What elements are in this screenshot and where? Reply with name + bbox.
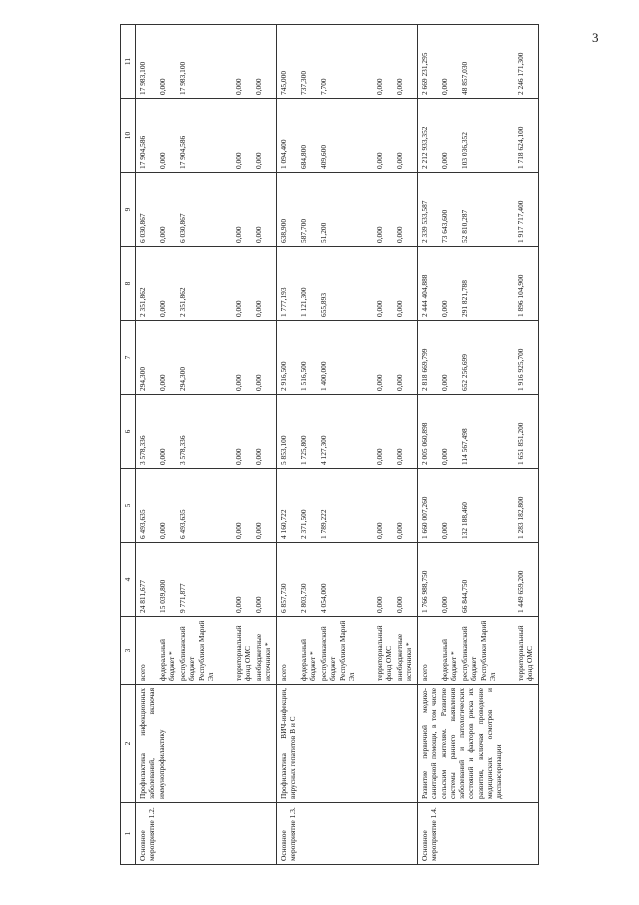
value: 17 983,100 (178, 61, 187, 95)
value: 0,000 (440, 300, 449, 317)
value: 2 212 933,352 (420, 126, 429, 169)
value-cell (418, 469, 539, 543)
value: 1 283 182,800 (516, 496, 525, 539)
value-cell (136, 395, 277, 469)
value: 9 771,877 (178, 583, 187, 613)
value: 17 983,100 (138, 61, 147, 95)
measure-cell: Основное мероприятие 1.4. (418, 803, 539, 865)
value: 7,700 (319, 78, 328, 95)
description-cell: Профилактика ВИЧ-инфекции, вирусных гепатитов В и С (277, 685, 418, 803)
header-cell: 6 (121, 395, 136, 469)
value: 6 030,867 (138, 213, 147, 243)
value-cell (136, 321, 277, 395)
sources-cell (136, 617, 277, 685)
value: 4 054,000 (319, 583, 328, 613)
value: 1 400,000 (319, 361, 328, 391)
value: 294,300 (138, 366, 147, 391)
value: 0,000 (158, 374, 167, 391)
description-cell: Развитие первичной медико-санитарной помощи, в том числе сельским жителям. Развитие системы раннего выявления заболеваний и патологических состояний и факторов риска их развития, включая проведение медицинских осмотров и диспансеризации (418, 685, 539, 803)
description-cell: Профилактика инфекционных заболеваний, включая иммунопрофилактику (136, 685, 277, 803)
value: 1 917 717,400 (516, 200, 525, 243)
value: 1 094,400 (279, 139, 288, 169)
value: 2 916,500 (279, 361, 288, 391)
value: 1 516,500 (299, 361, 308, 391)
page-number: 3 (592, 30, 599, 45)
value: 73 643,600 (440, 209, 449, 243)
header-cell: 8 (121, 247, 136, 321)
value: 0,000 (440, 448, 449, 465)
value: 0,000 (375, 152, 384, 169)
value-cell (136, 543, 277, 617)
value: 3 578,336 (178, 435, 187, 465)
value: 6 493,635 (178, 509, 187, 539)
value: 1 660 007,260 (420, 496, 429, 539)
value: 0,000 (395, 596, 404, 613)
header-cell: 3 (121, 617, 136, 685)
value: 0,000 (234, 300, 243, 317)
value: 1 766 988,750 (420, 570, 429, 613)
value: 4 127,300 (319, 435, 328, 465)
header-cell: 5 (121, 469, 136, 543)
value-cell (418, 99, 539, 173)
value: 6 493,635 (138, 509, 147, 539)
value: 1 718 624,100 (516, 126, 525, 169)
value-cell (418, 395, 539, 469)
value: 1 916 925,700 (516, 348, 525, 391)
header-cell: 7 (121, 321, 136, 395)
value: 1 896 104,900 (516, 274, 525, 317)
value: 0,000 (395, 448, 404, 465)
value: 2 371,500 (299, 509, 308, 539)
value: 48 857,030 (460, 61, 469, 95)
value: 0,000 (254, 374, 263, 391)
measure-cell: Основное мероприятие 1.3. (277, 803, 418, 865)
value: 0,000 (375, 78, 384, 95)
value: 132 188,460 (460, 502, 469, 539)
value: 0,000 (375, 300, 384, 317)
value: 1 725,800 (299, 435, 308, 465)
value-cell (418, 173, 539, 247)
value: 0,000 (440, 78, 449, 95)
value-cell (277, 395, 418, 469)
value: 0,000 (254, 522, 263, 539)
value: 3 578,336 (138, 435, 147, 465)
value: 2 803,730 (299, 583, 308, 613)
value: 0,000 (395, 152, 404, 169)
value: 17 904,586 (178, 135, 187, 169)
value: 0,000 (234, 596, 243, 613)
value: 2 818 669,799 (420, 348, 429, 391)
value: 52 810,287 (460, 209, 469, 243)
table-row (418, 25, 539, 865)
value: 0,000 (158, 152, 167, 169)
source-label: республиканский бюджет Республики Марий Эл (319, 620, 356, 681)
value: 15 039,800 (158, 579, 167, 613)
value-cell (277, 173, 418, 247)
value: 51,200 (319, 222, 328, 243)
source-label: всего (138, 664, 147, 681)
value: 652 256,699 (460, 354, 469, 391)
value: 24 811,677 (138, 580, 147, 613)
source-label: внебюджетные источники * (395, 633, 414, 681)
value: 655,893 (319, 292, 328, 317)
value-cell (277, 99, 418, 173)
rotated-table-container (120, 25, 620, 865)
value: 0,000 (234, 226, 243, 243)
value-cell (418, 321, 539, 395)
value-cell (418, 25, 539, 99)
header-cell: 11 (121, 25, 136, 99)
value: 0,000 (234, 78, 243, 95)
value-cell (277, 543, 418, 617)
value: 737,300 (299, 70, 308, 95)
value: 1 777,193 (279, 287, 288, 317)
value-cell (136, 247, 277, 321)
value: 0,000 (234, 374, 243, 391)
value: 0,000 (254, 226, 263, 243)
source-label: федеральный бюджет * (299, 639, 318, 681)
value: 2 351,862 (178, 287, 187, 317)
value: 0,000 (158, 226, 167, 243)
value-cell (277, 469, 418, 543)
source-label: федеральный бюджет * (440, 639, 459, 681)
budget-table (120, 24, 539, 865)
value: 4 160,722 (279, 509, 288, 539)
value: 0,000 (375, 226, 384, 243)
value: 6 857,730 (279, 583, 288, 613)
value: 294,300 (178, 366, 187, 391)
source-label: территориальный фонд ОМС (516, 625, 535, 681)
value-cell (136, 173, 277, 247)
source-label: внебюджетные источники * (254, 633, 273, 681)
value: 684,800 (299, 144, 308, 169)
value: 0,000 (440, 374, 449, 391)
value: 409,600 (319, 144, 328, 169)
value: 1 121,300 (299, 287, 308, 317)
value: 5 853,100 (279, 435, 288, 465)
value: 0,000 (375, 522, 384, 539)
value: 0,000 (375, 448, 384, 465)
value: 0,000 (158, 300, 167, 317)
value: 587,700 (299, 218, 308, 243)
value: 0,000 (395, 522, 404, 539)
table-row (136, 25, 277, 865)
value: 103 036,352 (460, 132, 469, 169)
value: 638,900 (279, 218, 288, 243)
value: 17 904,586 (138, 135, 147, 169)
value: 0,000 (234, 448, 243, 465)
sources-cell (277, 617, 418, 685)
value: 0,000 (254, 78, 263, 95)
value: 0,000 (395, 226, 404, 243)
value-cell (136, 469, 277, 543)
value: 6 030,867 (178, 213, 187, 243)
header-cell: 2 (121, 685, 136, 803)
table-row (277, 25, 418, 865)
value: 2 444 404,888 (420, 274, 429, 317)
value: 1 651 851,200 (516, 422, 525, 465)
value: 1 789,222 (319, 509, 328, 539)
source-label: федеральный бюджет * (158, 639, 177, 681)
header-cell: 9 (121, 173, 136, 247)
value: 745,000 (279, 70, 288, 95)
value-cell (418, 247, 539, 321)
source-label: территориальный фонд ОМС (234, 625, 253, 681)
value: 0,000 (158, 78, 167, 95)
value: 0,000 (234, 152, 243, 169)
value: 0,000 (254, 448, 263, 465)
source-label: республиканский бюджет Республики Марий Эл (178, 620, 215, 681)
measure-cell: Основное мероприятие 1.2. (136, 803, 277, 865)
value-cell (136, 99, 277, 173)
value-cell (277, 25, 418, 99)
value: 0,000 (158, 448, 167, 465)
value: 0,000 (254, 596, 263, 613)
value: 0,000 (158, 522, 167, 539)
value: 291 821,788 (460, 280, 469, 317)
value-cell (136, 25, 277, 99)
value: 0,000 (440, 522, 449, 539)
sources-cell (418, 617, 539, 685)
source-label: всего (279, 664, 288, 681)
value: 1 449 659,200 (516, 570, 525, 613)
value: 2 351,862 (138, 287, 147, 317)
header-cell: 1 (121, 803, 136, 865)
value: 2 669 231,295 (420, 52, 429, 95)
value: 0,000 (395, 300, 404, 317)
source-label: всего (420, 664, 429, 681)
header-cell: 10 (121, 99, 136, 173)
value: 0,000 (234, 522, 243, 539)
value: 66 844,750 (460, 579, 469, 613)
value: 0,000 (375, 374, 384, 391)
value: 0,000 (395, 374, 404, 391)
value-cell (418, 543, 539, 617)
value: 114 567,498 (460, 428, 469, 465)
value: 0,000 (440, 596, 449, 613)
value: 0,000 (440, 152, 449, 169)
value: 2 005 060,898 (420, 422, 429, 465)
value: 0,000 (375, 596, 384, 613)
value: 0,000 (254, 152, 263, 169)
value: 2 246 171,300 (516, 52, 525, 95)
value-cell (277, 321, 418, 395)
source-label: республиканский бюджет Республики Марий Эл (460, 620, 497, 681)
header-row (121, 25, 136, 865)
value: 0,000 (254, 300, 263, 317)
source-label: территориальный фонд ОМС (375, 625, 394, 681)
value: 2 339 533,587 (420, 200, 429, 243)
value-cell (277, 247, 418, 321)
value: 0,000 (395, 78, 404, 95)
header-cell: 4 (121, 543, 136, 617)
